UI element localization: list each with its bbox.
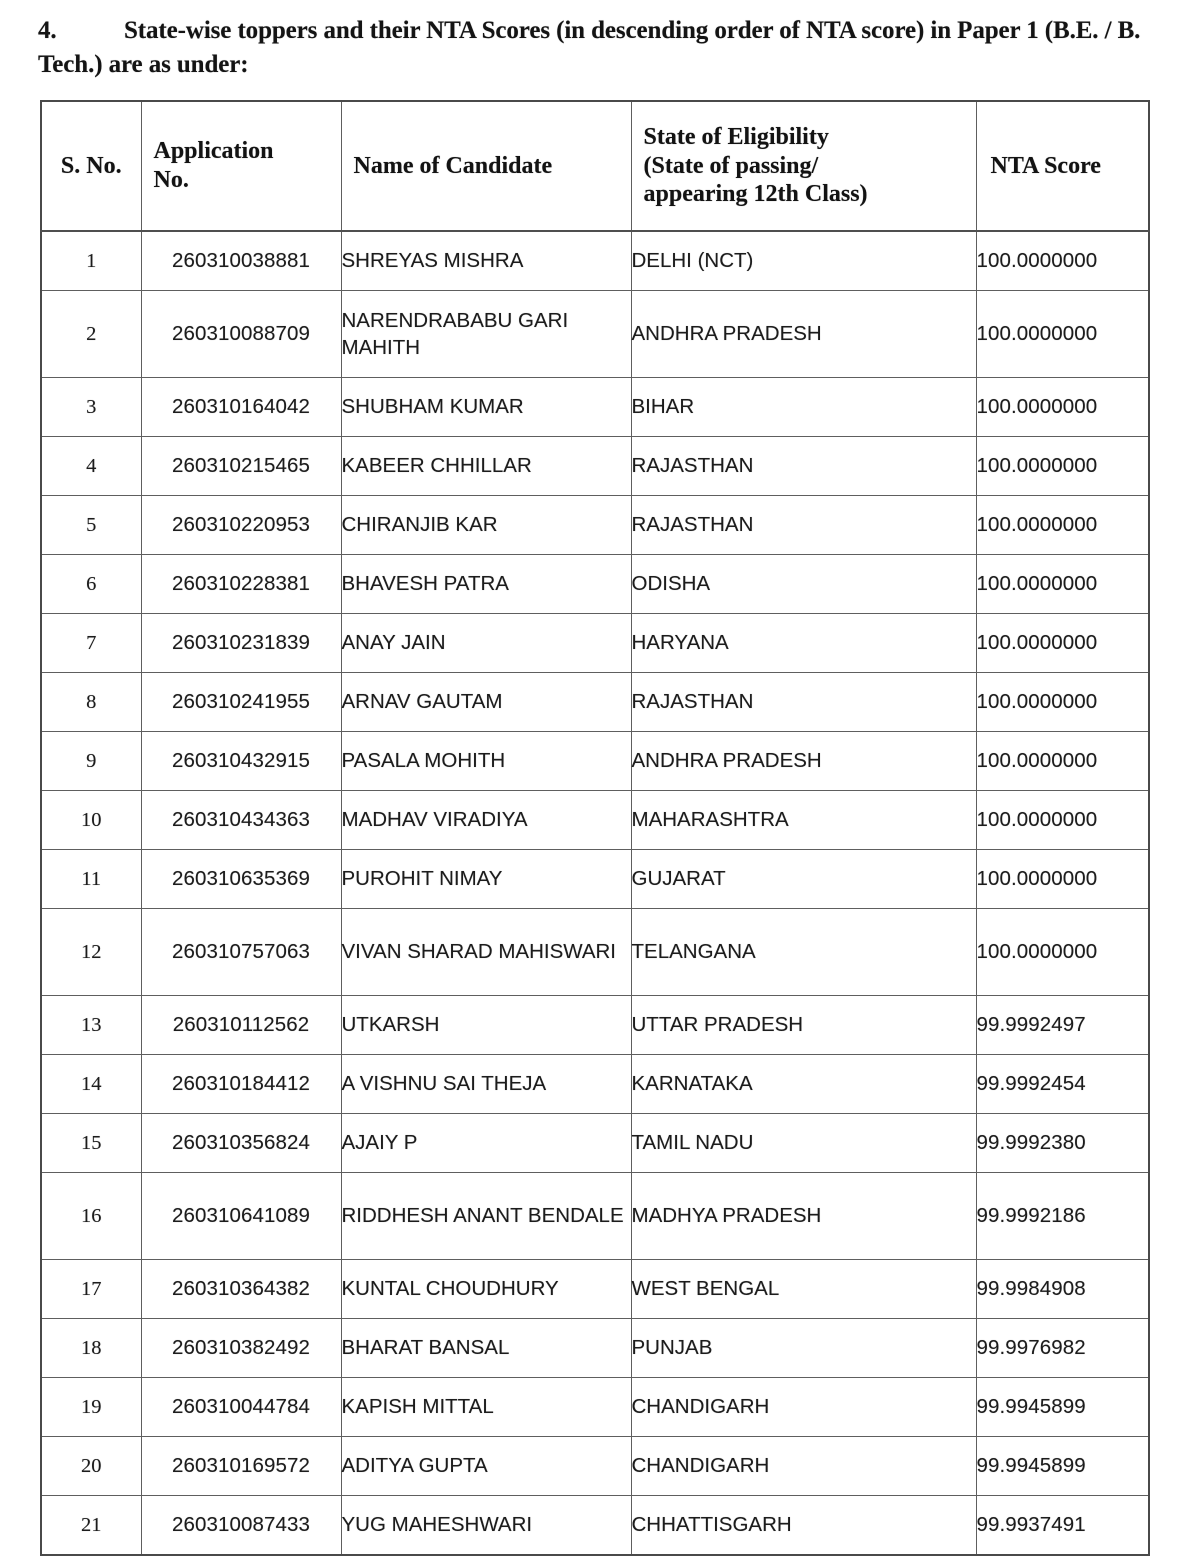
column-header-state-of-eligibility bbox=[631, 101, 976, 231]
column-header-state-line2: (State of passing/ bbox=[643, 152, 819, 179]
cell-candidate-name: AJAIY P bbox=[341, 1114, 631, 1173]
cell-nta-score: 100.0000000 bbox=[976, 732, 1149, 791]
cell-state-eligibility: ANDHRA PRADESH bbox=[631, 732, 976, 791]
cell-candidate-name: PUROHIT NIMAY bbox=[341, 850, 631, 909]
cell-serial-number: 3 bbox=[41, 378, 141, 437]
table-row bbox=[41, 555, 1149, 614]
cell-state-eligibility: GUJARAT bbox=[631, 850, 976, 909]
cell-serial-number: 17 bbox=[41, 1260, 141, 1319]
table-row bbox=[41, 1114, 1149, 1173]
cell-candidate-name: SHREYAS MISHRA bbox=[341, 231, 631, 291]
table-row bbox=[41, 909, 1149, 996]
cell-candidate-name: ANAY JAIN bbox=[341, 614, 631, 673]
column-header-name-of-candidate bbox=[341, 101, 631, 231]
cell-nta-score: 99.9992380 bbox=[976, 1114, 1149, 1173]
cell-candidate-name: NARENDRABABU GARI MAHITH bbox=[341, 291, 631, 378]
cell-nta-score: 100.0000000 bbox=[976, 231, 1149, 291]
cell-candidate-name: BHARAT BANSAL bbox=[341, 1319, 631, 1378]
cell-application-no: 260310382492 bbox=[141, 1319, 341, 1378]
cell-candidate-name: BHAVESH PATRA bbox=[341, 555, 631, 614]
cell-serial-number: 18 bbox=[41, 1319, 141, 1378]
table-row bbox=[41, 1173, 1149, 1260]
cell-state-eligibility: DELHI (NCT) bbox=[631, 231, 976, 291]
cell-state-eligibility: TELANGANA bbox=[631, 909, 976, 996]
column-header-nta-score-label: NTA Score bbox=[990, 152, 1101, 179]
cell-application-no: 260310635369 bbox=[141, 850, 341, 909]
cell-candidate-name: KUNTAL CHOUDHURY bbox=[341, 1260, 631, 1319]
table-row bbox=[41, 1055, 1149, 1114]
cell-serial-number: 2 bbox=[41, 291, 141, 378]
cell-application-no: 260310088709 bbox=[141, 291, 341, 378]
cell-serial-number: 8 bbox=[41, 673, 141, 732]
page-heading bbox=[38, 14, 1170, 82]
cell-state-eligibility: UTTAR PRADESH bbox=[631, 996, 976, 1055]
cell-nta-score: 100.0000000 bbox=[976, 378, 1149, 437]
cell-application-no: 260310241955 bbox=[141, 673, 341, 732]
cell-nta-score: 99.9937491 bbox=[976, 1496, 1149, 1556]
table-header bbox=[41, 101, 1149, 231]
cell-application-no: 260310757063 bbox=[141, 909, 341, 996]
cell-nta-score: 100.0000000 bbox=[976, 437, 1149, 496]
cell-state-eligibility: CHANDIGARH bbox=[631, 1378, 976, 1437]
cell-nta-score: 100.0000000 bbox=[976, 555, 1149, 614]
cell-serial-number: 10 bbox=[41, 791, 141, 850]
cell-state-eligibility: RAJASTHAN bbox=[631, 496, 976, 555]
cell-state-eligibility: PUNJAB bbox=[631, 1319, 976, 1378]
cell-state-eligibility: KARNATAKA bbox=[631, 1055, 976, 1114]
column-header-serial-number-label: S. No. bbox=[60, 152, 122, 179]
table-row bbox=[41, 850, 1149, 909]
table-row bbox=[41, 1319, 1149, 1378]
cell-serial-number: 20 bbox=[41, 1437, 141, 1496]
cell-nta-score: 100.0000000 bbox=[976, 496, 1149, 555]
cell-nta-score: 99.9945899 bbox=[976, 1378, 1149, 1437]
cell-serial-number: 6 bbox=[41, 555, 141, 614]
cell-state-eligibility: CHHATTISGARH bbox=[631, 1496, 976, 1556]
cell-state-eligibility: RAJASTHAN bbox=[631, 437, 976, 496]
column-header-state-line1: State of Eligibility bbox=[643, 123, 829, 150]
cell-nta-score: 99.9945899 bbox=[976, 1437, 1149, 1496]
table-row bbox=[41, 1378, 1149, 1437]
heading-number: 4. bbox=[38, 17, 57, 44]
cell-application-no: 260310087433 bbox=[141, 1496, 341, 1556]
toppers-table bbox=[40, 100, 1150, 1556]
column-header-nta-score bbox=[976, 101, 1149, 231]
table-row bbox=[41, 437, 1149, 496]
cell-serial-number: 1 bbox=[41, 231, 141, 291]
column-header-application-no bbox=[141, 101, 341, 231]
cell-candidate-name: ARNAV GAUTAM bbox=[341, 673, 631, 732]
cell-state-eligibility: MAHARASHTRA bbox=[631, 791, 976, 850]
cell-state-eligibility: CHANDIGARH bbox=[631, 1437, 976, 1496]
cell-application-no: 260310434363 bbox=[141, 791, 341, 850]
cell-candidate-name: ADITYA GUPTA bbox=[341, 1437, 631, 1496]
cell-application-no: 260310228381 bbox=[141, 555, 341, 614]
cell-application-no: 260310356824 bbox=[141, 1114, 341, 1173]
column-header-name-label: Name of Candidate bbox=[353, 152, 553, 179]
cell-state-eligibility: BIHAR bbox=[631, 378, 976, 437]
cell-serial-number: 14 bbox=[41, 1055, 141, 1114]
cell-state-eligibility: ODISHA bbox=[631, 555, 976, 614]
cell-nta-score: 100.0000000 bbox=[976, 850, 1149, 909]
cell-application-no: 260310432915 bbox=[141, 732, 341, 791]
cell-serial-number: 16 bbox=[41, 1173, 141, 1260]
cell-candidate-name: YUG MAHESHWARI bbox=[341, 1496, 631, 1556]
cell-nta-score: 100.0000000 bbox=[976, 909, 1149, 996]
cell-candidate-name: UTKARSH bbox=[341, 996, 631, 1055]
table-row bbox=[41, 1437, 1149, 1496]
cell-application-no: 260310231839 bbox=[141, 614, 341, 673]
table-row bbox=[41, 614, 1149, 673]
heading-text: State-wise toppers and their NTA Scores (in descending order of NTA score) in Paper 1 (B.E. / B. Tech.) are as under: bbox=[38, 17, 1141, 78]
cell-serial-number: 5 bbox=[41, 496, 141, 555]
cell-nta-score: 100.0000000 bbox=[976, 791, 1149, 850]
cell-candidate-name: VIVAN SHARAD MAHISWARI bbox=[341, 909, 631, 996]
cell-application-no: 260310184412 bbox=[141, 1055, 341, 1114]
cell-serial-number: 13 bbox=[41, 996, 141, 1055]
cell-serial-number: 15 bbox=[41, 1114, 141, 1173]
cell-serial-number: 21 bbox=[41, 1496, 141, 1556]
cell-state-eligibility: ANDHRA PRADESH bbox=[631, 291, 976, 378]
cell-application-no: 260310215465 bbox=[141, 437, 341, 496]
cell-state-eligibility: HARYANA bbox=[631, 614, 976, 673]
cell-nta-score: 99.9992454 bbox=[976, 1055, 1149, 1114]
cell-application-no: 260310169572 bbox=[141, 1437, 341, 1496]
cell-candidate-name: MADHAV VIRADIYA bbox=[341, 791, 631, 850]
cell-nta-score: 99.9976982 bbox=[976, 1319, 1149, 1378]
cell-candidate-name: RIDDHESH ANANT BENDALE bbox=[341, 1173, 631, 1260]
table-row bbox=[41, 231, 1149, 291]
cell-state-eligibility: WEST BENGAL bbox=[631, 1260, 976, 1319]
cell-application-no: 260310112562 bbox=[141, 996, 341, 1055]
cell-serial-number: 9 bbox=[41, 732, 141, 791]
cell-application-no: 260310038881 bbox=[141, 231, 341, 291]
column-header-application-line1: Application bbox=[153, 138, 274, 165]
cell-candidate-name: KAPISH MITTAL bbox=[341, 1378, 631, 1437]
cell-state-eligibility: RAJASTHAN bbox=[631, 673, 976, 732]
cell-nta-score: 100.0000000 bbox=[976, 291, 1149, 378]
cell-serial-number: 12 bbox=[41, 909, 141, 996]
table-row bbox=[41, 1260, 1149, 1319]
column-header-application-line2: No. bbox=[153, 167, 189, 193]
cell-serial-number: 4 bbox=[41, 437, 141, 496]
cell-application-no: 260310164042 bbox=[141, 378, 341, 437]
column-header-state-line3: appearing 12th Class) bbox=[643, 181, 868, 208]
cell-nta-score: 99.9992497 bbox=[976, 996, 1149, 1055]
cell-serial-number: 7 bbox=[41, 614, 141, 673]
cell-candidate-name: PASALA MOHITH bbox=[341, 732, 631, 791]
cell-nta-score: 99.9992186 bbox=[976, 1173, 1149, 1260]
cell-candidate-name: SHUBHAM KUMAR bbox=[341, 378, 631, 437]
cell-state-eligibility: TAMIL NADU bbox=[631, 1114, 976, 1173]
cell-serial-number: 11 bbox=[41, 850, 141, 909]
cell-nta-score: 100.0000000 bbox=[976, 614, 1149, 673]
cell-nta-score: 100.0000000 bbox=[976, 673, 1149, 732]
table-row bbox=[41, 378, 1149, 437]
column-header-serial-number bbox=[41, 101, 141, 231]
cell-candidate-name: KABEER CHHILLAR bbox=[341, 437, 631, 496]
cell-application-no: 260310641089 bbox=[141, 1173, 341, 1260]
table-row bbox=[41, 673, 1149, 732]
table-header-row bbox=[41, 101, 1149, 231]
table-body bbox=[41, 231, 1149, 1555]
table-row bbox=[41, 1496, 1149, 1556]
cell-application-no: 260310220953 bbox=[141, 496, 341, 555]
cell-application-no: 260310044784 bbox=[141, 1378, 341, 1437]
table-row bbox=[41, 996, 1149, 1055]
cell-serial-number: 19 bbox=[41, 1378, 141, 1437]
cell-application-no: 260310364382 bbox=[141, 1260, 341, 1319]
table-row bbox=[41, 496, 1149, 555]
cell-nta-score: 99.9984908 bbox=[976, 1260, 1149, 1319]
cell-candidate-name: A VISHNU SAI THEJA bbox=[341, 1055, 631, 1114]
cell-candidate-name: CHIRANJIB KAR bbox=[341, 496, 631, 555]
table-row bbox=[41, 732, 1149, 791]
cell-state-eligibility: MADHYA PRADESH bbox=[631, 1173, 976, 1260]
table-row bbox=[41, 291, 1149, 378]
table-row bbox=[41, 791, 1149, 850]
